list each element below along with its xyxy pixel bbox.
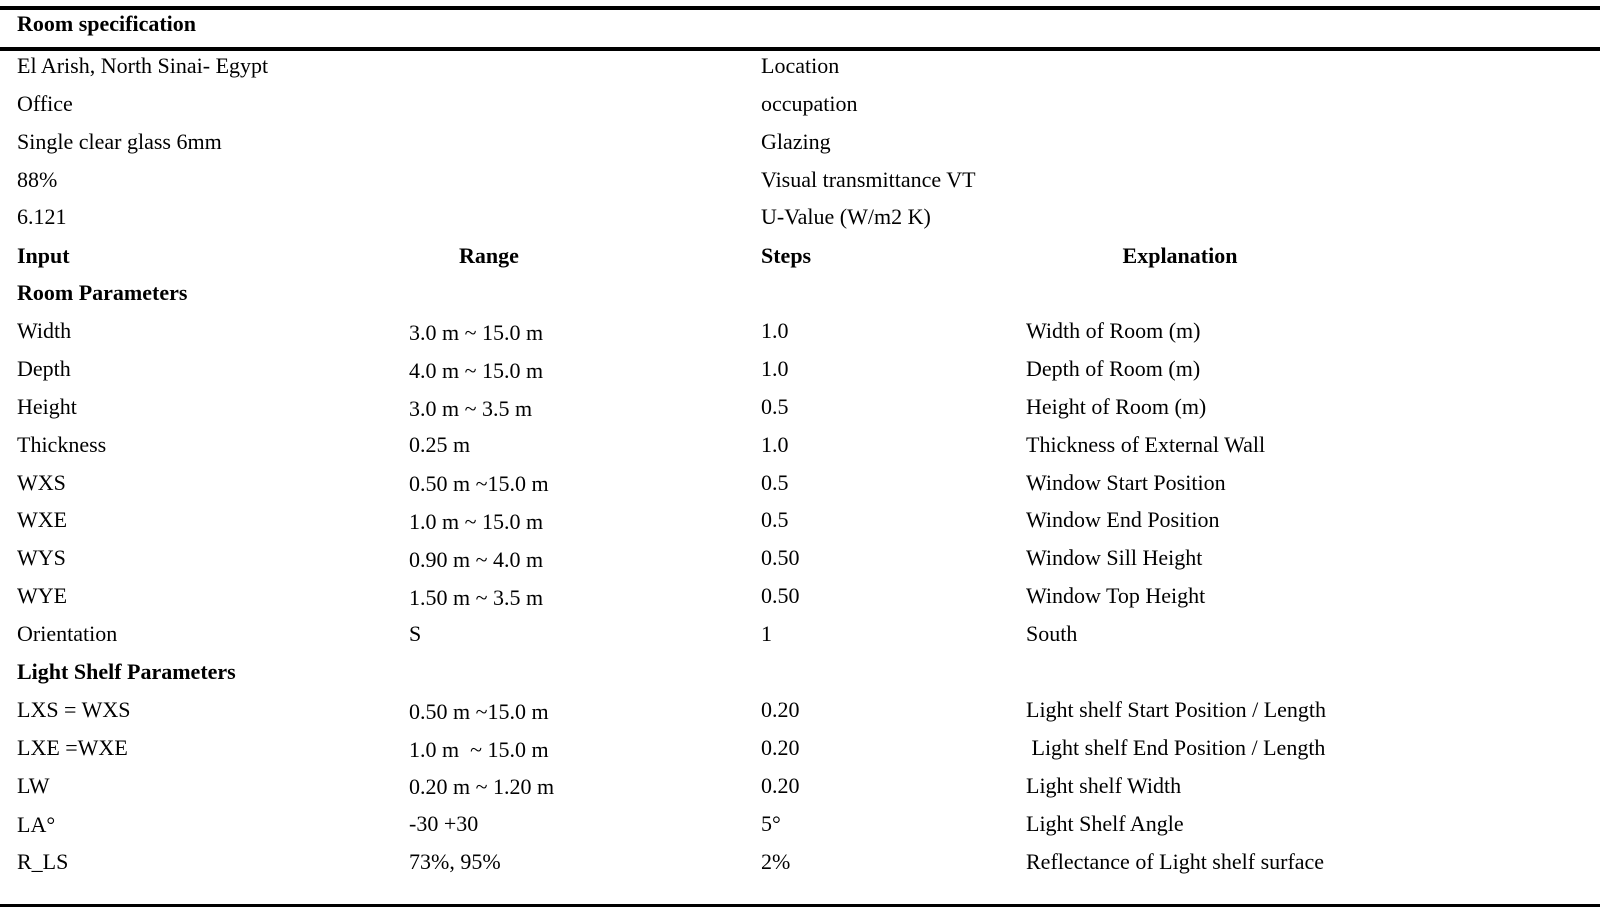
table-row-explanation: Light shelf End Position / Length	[1026, 735, 1326, 760]
table-row-range: 4.0 m ~ 15.0 m	[409, 358, 544, 383]
table-row-range: 3.0 m ~ 3.5 m	[409, 396, 533, 421]
table-row-input: Thickness	[17, 432, 107, 457]
table-row-steps: 1	[761, 621, 772, 646]
table-row-steps: 0.5	[761, 470, 789, 495]
section-heading-room: Room Parameters	[17, 280, 188, 305]
spec-label: U-Value (W/m2 K)	[761, 204, 931, 229]
table-row-steps: 0.5	[761, 507, 789, 532]
spec-value: El Arish, North Sinai- Egypt	[17, 53, 269, 78]
table-row-range: 1.0 m ~ 15.0 m	[409, 509, 544, 534]
table-row-explanation: Thickness of External Wall	[1026, 432, 1266, 457]
table-row-steps: 0.50	[761, 545, 800, 570]
table-row-explanation: Window End Position	[1026, 507, 1220, 532]
spec-value: Single clear glass 6mm	[17, 129, 222, 154]
table-row-input: WYE	[17, 583, 68, 608]
table-row-range: 73%, 95%	[409, 849, 501, 874]
table-header-rule	[0, 47, 1600, 51]
table-row-steps: 5°	[761, 811, 781, 836]
table-row-steps: 0.20	[761, 773, 800, 798]
table-row-steps: 2%	[761, 849, 791, 874]
table-row-input: LW	[17, 773, 50, 798]
table-row-range: 0.50 m ~15.0 m	[409, 699, 549, 724]
spec-label: Glazing	[761, 129, 831, 154]
column-header-steps: Steps	[761, 243, 812, 268]
table-row-input: LXE =WXE	[17, 735, 128, 760]
table-row-input: R_LS	[17, 849, 69, 874]
table-row-input: Height	[17, 394, 77, 419]
column-header-input: Input	[17, 243, 70, 268]
column-header-explanation: Explanation	[1122, 243, 1238, 268]
table-row-range: S	[409, 621, 422, 646]
table-row-input: LA°	[17, 812, 56, 837]
table-row-input: Orientation	[17, 621, 118, 646]
table-row-explanation: Window Start Position	[1026, 470, 1226, 495]
table-row-input: WXE	[17, 507, 68, 532]
table-row-explanation: Light shelf Start Position / Length	[1026, 697, 1327, 722]
table-row-steps: 1.0	[761, 318, 789, 343]
table-row-input: Width	[17, 318, 72, 343]
table-top-rule	[0, 6, 1600, 10]
section-heading-light-shelf: Light Shelf Parameters	[17, 659, 236, 684]
table-row-range: 0.50 m ~15.0 m	[409, 471, 549, 496]
table-row-range: -30 +30	[409, 811, 479, 836]
spec-value: 6.121	[17, 204, 67, 229]
table-row-explanation: Light Shelf Angle	[1026, 811, 1184, 836]
table-title: Room specification	[17, 11, 197, 36]
table-row-explanation: Window Top Height	[1026, 583, 1206, 608]
spec-label: Visual transmittance VT	[761, 167, 976, 192]
table-bottom-rule	[0, 904, 1600, 907]
spec-value: Office	[17, 91, 73, 116]
table-row-explanation: Width of Room (m)	[1026, 318, 1201, 343]
spec-label: occupation	[761, 91, 858, 116]
table-row-range: 0.20 m ~ 1.20 m	[409, 774, 555, 799]
table-row-steps: 0.50	[761, 583, 800, 608]
table-row-explanation: Reflectance of Light shelf surface	[1026, 849, 1325, 874]
spec-value: 88%	[17, 167, 58, 192]
table-row-steps: 0.20	[761, 735, 800, 760]
table-row-input: WXS	[17, 470, 66, 495]
table-row-range: 0.25 m	[409, 432, 471, 457]
table-row-steps: 1.0	[761, 356, 789, 381]
table-row-explanation: Light shelf Width	[1026, 773, 1182, 798]
table-row-steps: 1.0	[761, 432, 789, 457]
spec-label: Location	[761, 53, 840, 78]
table-row-input: Depth	[17, 356, 71, 381]
column-header-range: Range	[459, 243, 519, 268]
table-row-explanation: Depth of Room (m)	[1026, 356, 1201, 381]
table-row-input: WYS	[17, 545, 66, 570]
table-row-range: 3.0 m ~ 15.0 m	[409, 320, 544, 345]
table-row-steps: 0.5	[761, 394, 789, 419]
table-row-range: 1.50 m ~ 3.5 m	[409, 585, 544, 610]
table-row-explanation: Height of Room (m)	[1026, 394, 1207, 419]
table-row-input: LXS = WXS	[17, 697, 131, 722]
table-row-range: 0.90 m ~ 4.0 m	[409, 547, 544, 572]
table-row-range: 1.0 m ~ 15.0 m	[409, 737, 549, 762]
table-row-steps: 0.20	[761, 697, 800, 722]
table-row-explanation: Window Sill Height	[1026, 545, 1203, 570]
table-row-explanation: South	[1026, 621, 1078, 646]
